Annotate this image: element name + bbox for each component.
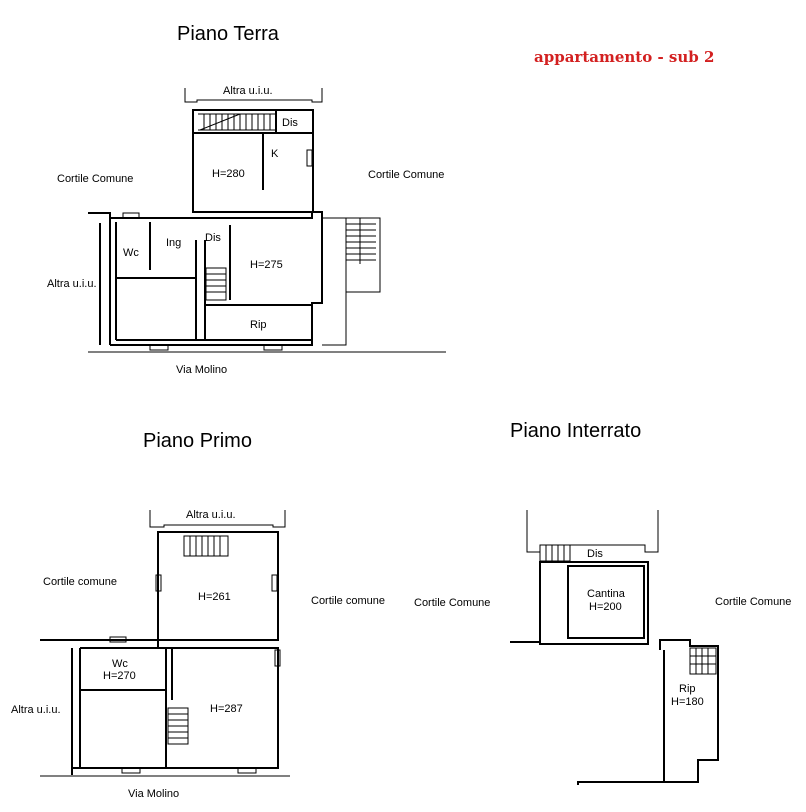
ground-floor-title: Piano Terra (177, 23, 279, 45)
label-cortile-left-1: Cortile comune (43, 576, 117, 588)
label-cortile-right-b: Cortile Comune (715, 596, 792, 608)
label-wc-1: Wc (112, 658, 128, 670)
label-dis-basement: Dis (587, 548, 603, 560)
label-cortile-right-1: Cortile comune (311, 595, 385, 607)
label-cortile-left-b: Cortile Comune (414, 597, 491, 609)
ground-floor-plan (47, 23, 446, 376)
label-h-wc-1: H=270 (103, 670, 136, 682)
label-rip-basement: Rip (679, 683, 696, 695)
label-rip: Rip (250, 319, 267, 331)
basement-stair (540, 545, 570, 561)
label-cortile-left: Cortile Comune (57, 173, 134, 185)
label-dis-top: Dis (282, 117, 298, 129)
basement-plan (414, 420, 791, 785)
window-upper-right (272, 575, 277, 591)
label-wc: Wc (123, 247, 139, 259)
first-floor-plan (11, 430, 385, 800)
label-altra-left-1: Altra u.i.u. (11, 704, 61, 716)
label-cantina: Cantina (587, 588, 625, 600)
label-street-1: Via Molino (128, 788, 180, 800)
basement-title: Piano Interrato (510, 420, 642, 442)
label-street: Via Molino (176, 364, 228, 376)
label-altra-top-1: Altra u.i.u. (186, 509, 236, 521)
label-kitchen: K (271, 148, 279, 160)
label-h-main-1: H=287 (210, 703, 243, 715)
first-stair-mid (168, 708, 188, 744)
window-kitchen (307, 150, 312, 166)
label-h-rip: H=180 (671, 696, 704, 708)
label-h-upper: H=261 (198, 591, 231, 603)
label-dis-mid: Dis (205, 232, 221, 244)
ground-stair-mid (206, 268, 226, 300)
label-h-cantina: H=200 (589, 601, 622, 613)
label-cortile-right: Cortile Comune (368, 169, 445, 181)
label-altra-top: Altra u.i.u. (223, 85, 273, 97)
rip-stair (690, 648, 716, 674)
label-altra-left: Altra u.i.u. (47, 278, 97, 290)
label-h-kitchen: H=280 (212, 168, 245, 180)
label-h-main: H=275 (250, 259, 283, 271)
unit-subtitle: appartamento - sub 2 (534, 48, 715, 66)
ground-external-stair (322, 218, 380, 345)
first-floor-title: Piano Primo (143, 430, 252, 452)
basement-top-outline (527, 510, 658, 552)
upper-room-walls (158, 532, 278, 640)
ground-stair-top (198, 114, 276, 130)
first-stair-top (184, 536, 228, 556)
rip-outline (578, 640, 718, 785)
label-ing: Ing (166, 237, 182, 249)
